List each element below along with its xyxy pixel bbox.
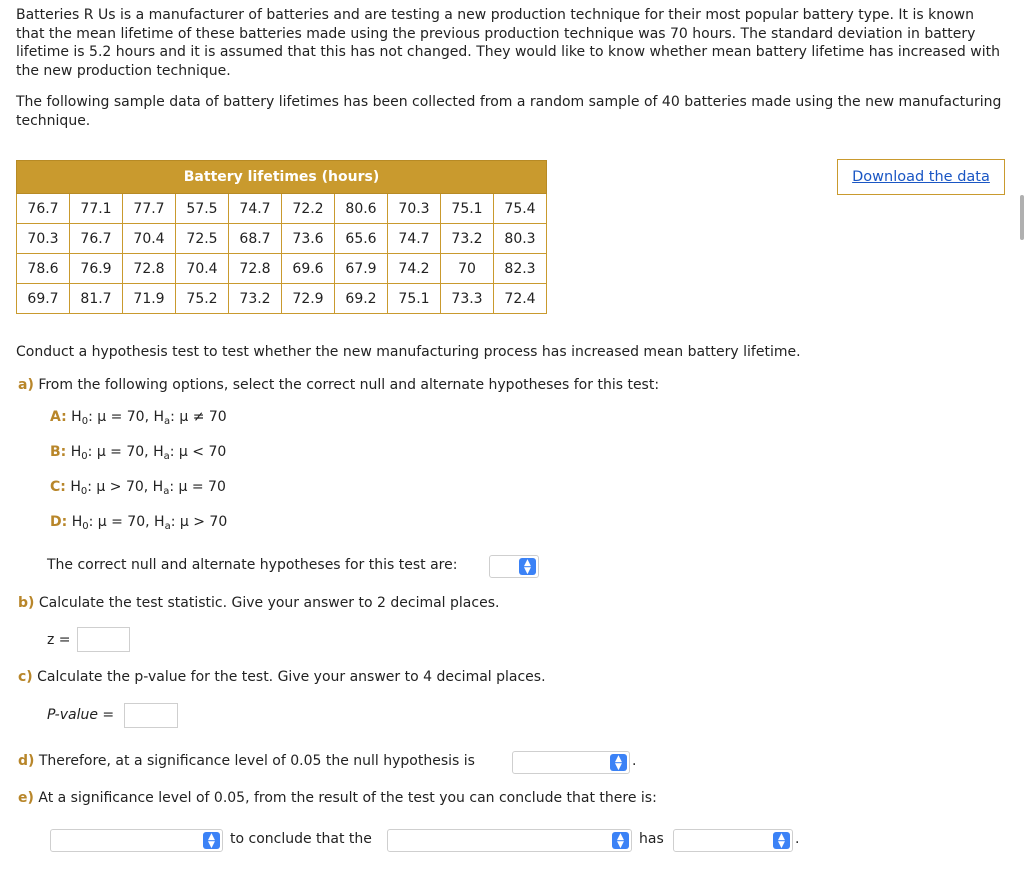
table-header: Battery lifetimes (hours) xyxy=(17,161,547,194)
table-cell: 77.1 xyxy=(70,194,123,224)
h0-symbol: $H_0$: xyxy=(71,409,93,427)
table-cell: 72.9 xyxy=(282,284,335,314)
table-row xyxy=(17,254,547,284)
z-input[interactable] xyxy=(77,627,130,652)
task-text: Conduct a hypothesis test to test whether the new manufacturing process has increased mean battery lifetime. xyxy=(16,344,801,360)
table-cell: 69.2 xyxy=(335,284,388,314)
ha-statement: μ = 70 xyxy=(178,479,226,495)
table-row xyxy=(17,194,547,224)
h0-symbol: $H_0$: xyxy=(71,514,94,532)
download-data-link[interactable]: Download the data xyxy=(852,169,990,185)
chevron-updown-icon: ▲ ▼ xyxy=(612,832,629,849)
table-cell: 76.7 xyxy=(17,194,70,224)
p-value-label: P-value = xyxy=(47,707,115,723)
table-cell: 82.3 xyxy=(494,254,547,284)
table-row xyxy=(17,284,547,314)
part-b-text: Calculate the test statistic. Give your answer to 2 decimal places. xyxy=(38,595,500,611)
table-cell: 57.5 xyxy=(176,194,229,224)
ha-statement: μ ≠ 70 xyxy=(179,409,227,425)
table-cell: 78.6 xyxy=(17,254,70,284)
h0-symbol: $H_0$: xyxy=(70,479,92,497)
option-label: D: xyxy=(50,514,68,530)
change-select[interactable] xyxy=(673,829,793,852)
table-cell: 69.7 xyxy=(17,284,70,314)
part-d-text: Therefore, at a significance level of 0.05 the null hypothesis is xyxy=(38,753,475,769)
part-a-prompt: The correct null and alternate hypotheses for this test are: xyxy=(47,557,458,573)
part-c-text: Calculate the p-value for the test. Give your answer to 4 decimal places. xyxy=(37,669,546,685)
evidence-select[interactable] xyxy=(50,829,223,852)
null-hypothesis-select[interactable] xyxy=(512,751,630,774)
table-cell: 74.7 xyxy=(229,194,282,224)
h0-statement: μ = 70, xyxy=(96,444,149,460)
p-value-input[interactable] xyxy=(124,703,178,728)
ha-symbol: $H_a$: xyxy=(152,479,175,497)
ha-symbol: $H_a$: xyxy=(154,514,176,532)
table-cell: 69.6 xyxy=(282,254,335,284)
table-cell: 74.2 xyxy=(388,254,441,284)
part-e-period: . xyxy=(795,831,800,847)
h0-symbol: $H_0$: xyxy=(70,444,93,462)
part-e-connector-1: to conclude that the xyxy=(230,831,372,847)
table-cell: 73.2 xyxy=(441,224,494,254)
scrollbar-thumb[interactable] xyxy=(1020,195,1024,240)
chevron-updown-icon: ▲ ▼ xyxy=(610,754,627,771)
table-cell: 70.3 xyxy=(17,224,70,254)
table-cell: 80.6 xyxy=(335,194,388,224)
h0-statement: μ > 70, xyxy=(96,479,149,495)
h0-statement: μ = 70, xyxy=(97,409,150,425)
table-cell: 70.4 xyxy=(176,254,229,284)
table-cell: 75.1 xyxy=(388,284,441,314)
chevron-updown-icon: ▲ ▼ xyxy=(519,558,536,575)
table-row xyxy=(17,224,547,254)
ha-statement: μ < 70 xyxy=(178,444,227,460)
hypothesis-option xyxy=(50,444,226,460)
table-cell: 71.9 xyxy=(123,284,176,314)
table-cell: 80.3 xyxy=(494,224,547,254)
table-cell: 65.6 xyxy=(335,224,388,254)
part-e-question xyxy=(18,790,657,806)
part-e-letter: e) xyxy=(18,790,34,806)
part-a-text: From the following options, select the correct null and alternate hypotheses for this test: xyxy=(38,377,660,393)
table-cell: 81.7 xyxy=(70,284,123,314)
table-cell: 77.7 xyxy=(123,194,176,224)
table-cell: 72.2 xyxy=(282,194,335,224)
part-d-question xyxy=(18,753,475,769)
table-cell: 73.3 xyxy=(441,284,494,314)
part-c-question xyxy=(18,669,546,685)
table-cell: 72.5 xyxy=(176,224,229,254)
option-label: A: xyxy=(50,409,67,425)
hypotheses-select[interactable] xyxy=(489,555,539,578)
part-d-period: . xyxy=(632,753,637,769)
part-c-letter: c) xyxy=(18,669,33,685)
subject-select[interactable] xyxy=(387,829,632,852)
chevron-updown-icon: ▲ ▼ xyxy=(773,832,790,849)
ha-symbol: $H_a$: xyxy=(153,409,175,427)
table-cell: 68.7 xyxy=(229,224,282,254)
table-cell: 70 xyxy=(441,254,494,284)
chevron-updown-icon: ▲ ▼ xyxy=(203,832,220,849)
part-b-question xyxy=(18,595,499,611)
table-cell: 67.9 xyxy=(335,254,388,284)
table-cell: 72.4 xyxy=(494,284,547,314)
ha-statement: μ > 70 xyxy=(179,514,228,530)
option-label: C: xyxy=(50,479,66,495)
table-cell: 75.2 xyxy=(176,284,229,314)
battery-data-table xyxy=(16,160,547,314)
intro-paragraph-1: Batteries R Us is a manufacturer of batteries and are testing a new production technique for their most popular battery type. It is known that the mean lifetime of these batteries made using the previous production technique was 70 hours. The standard deviation in battery lifetime is 5.2 hours and it is assumed that this has not changed. They would like to know whether mean battery lifetime has increased with the new production technique. xyxy=(16,7,1000,79)
part-e-text: At a significance level of 0.05, from the result of the test you can conclude that there is: xyxy=(38,790,657,806)
z-label: z = xyxy=(47,632,71,648)
hypothesis-option xyxy=(50,409,227,425)
table-cell: 75.1 xyxy=(441,194,494,224)
table-cell: 73.6 xyxy=(282,224,335,254)
part-d-letter: d) xyxy=(18,753,35,769)
table-cell: 73.2 xyxy=(229,284,282,314)
ha-symbol: $H_a$: xyxy=(153,444,175,462)
table-cell: 72.8 xyxy=(229,254,282,284)
option-label: B: xyxy=(50,444,67,460)
table-cell: 70.3 xyxy=(388,194,441,224)
table-cell: 75.4 xyxy=(494,194,547,224)
h0-statement: μ = 70, xyxy=(97,514,150,530)
download-data-button[interactable] xyxy=(837,159,1005,195)
part-a-letter: a) xyxy=(18,377,34,393)
table-cell: 76.7 xyxy=(70,224,123,254)
hypothesis-option xyxy=(50,514,227,530)
part-a-question xyxy=(18,377,659,393)
part-b-letter: b) xyxy=(18,595,35,611)
hypothesis-option xyxy=(50,479,226,495)
table-cell: 76.9 xyxy=(70,254,123,284)
table-cell: 72.8 xyxy=(123,254,176,284)
table-cell: 74.7 xyxy=(388,224,441,254)
intro-paragraph-2: The following sample data of battery lifetimes has been collected from a random sample of 40 batteries made using the new manufacturing technique. xyxy=(16,94,1002,129)
part-e-connector-2: has xyxy=(639,831,664,847)
table-cell: 70.4 xyxy=(123,224,176,254)
